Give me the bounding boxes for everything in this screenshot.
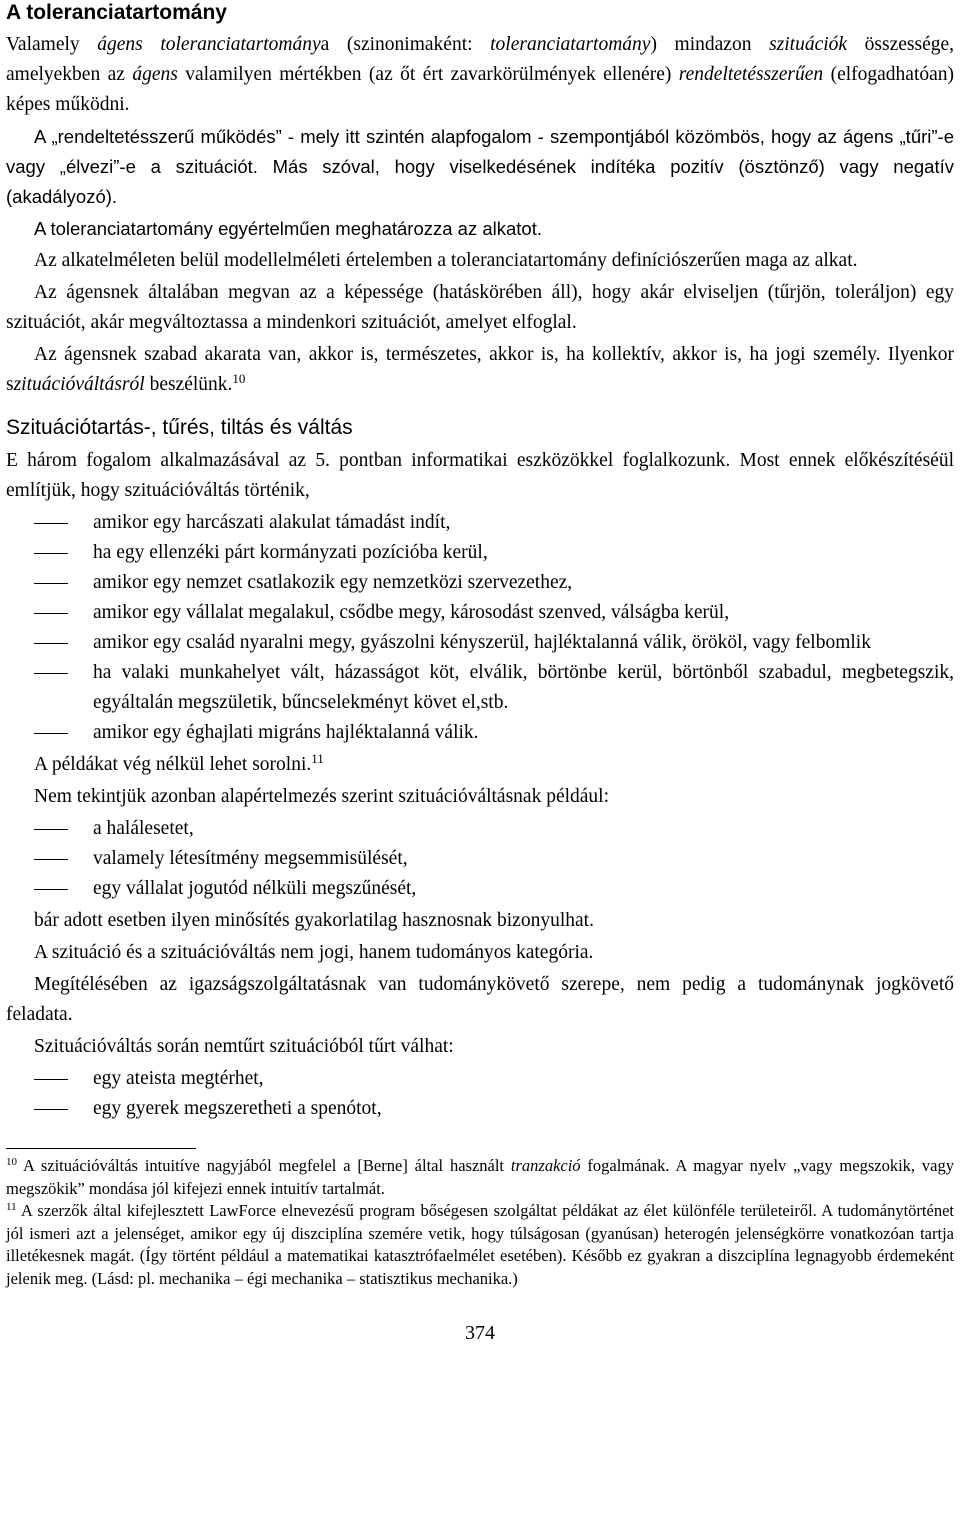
- text-run: beszélünk.: [144, 374, 233, 395]
- list-item: valamely létesítmény megsemmisülését,: [34, 844, 954, 874]
- list-item: egy ateista megtérhet,: [34, 1064, 954, 1094]
- paragraph-capability: Az ágensnek általában megvan az a képessége (hatáskörében áll), hogy akár elviseljen (tűrjön, toleráljon) egy szituációt, akár megváltoztassa a mindenkori szituációt, amelyet elfoglal.: [6, 282, 954, 333]
- list-item: ha valaki munkahelyet vált, házasságot köt, elválik, börtönbe kerül, börtönből szabadul, megbetegszik, egyáltalán megszületik, bűncselekményt követ el,stb.: [34, 658, 954, 718]
- text-run: A szerzők által kifejlesztett LawForce elnevezésű program bőségesen szolgáltat példákat az élet különféle területeiről. A tudománytörténet jól ismeri azt a jelenséget, amikor egy új diszciplína szemére vetik, hogy túlságosan (gyanúsan) heterogén jelenségkörre vonatkozóan tartja illetékesnek magát. (Így történt például a matematikai katasztrófaelmélet esetében). Később ez gyakran a diszciplína legnagyobb érdemeként jelenik meg. (Lásd: pl. mechanika – égi mechanika – statisztikus mechanika.): [6, 1201, 954, 1288]
- text-run: ) mindazon: [650, 34, 770, 55]
- paragraph-although: bár adott esetben ilyen minősítés gyakorlatilag hasznosnak bizonyulhat.: [34, 910, 594, 931]
- list-item: amikor egy vállalat megalakul, csődbe megy, károsodást szenved, válságba kerül,: [34, 598, 954, 628]
- text-run: A szituációváltás intuitíve nagyjából megfelel a [Berne] által használt: [17, 1156, 511, 1175]
- list-item: ha egy ellenzéki párt kormányzati pozícióba kerül,: [34, 538, 954, 568]
- text-run: ágens: [132, 64, 178, 85]
- list-item: amikor egy nemzet csatlakozik egy nemzetközi szervezethez,: [34, 568, 954, 598]
- footnote-ref: 11: [311, 751, 324, 766]
- text-run: Valamely: [6, 34, 98, 55]
- section-heading: A toleranciatartomány: [6, 1, 227, 24]
- paragraph-justice: Megítélésében az igazságszolgáltatásnak van tudománykövető szerepe, nem pedig a tudománynak jogkövető feladata.: [6, 974, 954, 1025]
- list-item: egy vállalat jogutód nélküli megszűnését,: [34, 874, 954, 904]
- paragraph-alkat: A toleranciatartomány egyértelműen meghatározza az alkatot.: [34, 218, 543, 239]
- footnote-10: [6, 1155, 954, 1200]
- list-item: egy gyerek megszeretheti a spenótot,: [34, 1094, 954, 1124]
- text-run: ágens toleranciatartomány: [97, 34, 321, 55]
- text-run: A példákat vég nélkül lehet sorolni.: [34, 754, 312, 775]
- non-examples-list: [6, 814, 954, 904]
- paragraph-free-will: [6, 340, 954, 400]
- paragraph-not-change: Nem tekintjük azonban alapértelmezés szerint szituációváltásnak például:: [34, 786, 610, 807]
- paragraph-definition: [6, 30, 954, 120]
- list-item: amikor egy család nyaralni megy, gyászolni kényszerül, hajléktalanná válik, örököl, vagy felbomlik: [34, 628, 954, 658]
- footnote-ref: 11: [6, 1201, 17, 1213]
- list-item: a halálesetet,: [34, 814, 954, 844]
- text-run: (elfogadhatóan) képes működni.: [6, 64, 955, 115]
- footnote-ref: 10: [232, 371, 246, 386]
- subsection-heading: Szituációtartás-, tűrés, tiltás és váltás: [6, 416, 353, 439]
- list-item: amikor egy harcászati alakulat támadást indít,: [34, 508, 954, 538]
- text-run: Az ágensnek szabad akarata van, akkor is, természetes, akkor is, ha kollektív, akkor is, ha jogi személy. Ilyenkor s: [6, 344, 954, 395]
- paragraph-function: [6, 122, 954, 212]
- footnote-divider: [6, 1148, 196, 1149]
- text-run: rendeltetésszerűen: [678, 64, 824, 85]
- text-run: szituációk: [769, 34, 848, 55]
- paragraph-tolerated: Szituációváltás során nemtűrt szituációból tűrt válhat:: [34, 1036, 454, 1057]
- text-run: fogalmának. A magyar nyelv „vagy megszokik, vagy megszökik” mondása jól kifejezi ennek intuitív tartalmát.: [6, 1156, 954, 1198]
- paragraph-category: A szituáció és a szituációváltás nem jogi, hanem tudományos kategória.: [34, 942, 594, 963]
- text-run: a (szinonimaként:: [320, 34, 491, 55]
- text-run: toleranciatartomány: [490, 34, 651, 55]
- page-number: 374: [465, 1322, 495, 1344]
- list-item: amikor egy éghajlati migráns hajléktalanná válik.: [34, 718, 954, 748]
- text-run: valamilyen mértékben (az őt ért zavarkörülmények ellenére): [177, 64, 679, 85]
- footnote-ref: 10: [6, 1156, 17, 1168]
- paragraph-intro: E három fogalom alkalmazásával az 5. pontban informatikai eszközökkel foglalkozunk. Most ennek előkészítéséül említjük, hogy szituációváltás történik,: [6, 450, 954, 501]
- paragraph-examples-end: [6, 750, 954, 780]
- examples-list: [6, 508, 954, 748]
- tolerated-list: [6, 1064, 954, 1124]
- text-run: tranzakció: [510, 1156, 581, 1175]
- text-run: zituációváltásról: [13, 374, 145, 395]
- text-run: összessége, amelyekben az: [6, 34, 955, 85]
- footnote-11: [6, 1200, 954, 1290]
- paragraph-modell: Az alkatelméleten belül modellelméleti értelemben a toleranciatartomány definíciószerűen maga az alkat.: [34, 250, 858, 271]
- text-run: A „rendeltetésszerű működés” - mely itt szintén alapfogalom - szempontjából közömbös, hogy az ágens „tűri”-e vagy „élvezi”-e a szituációt. Más szóval, hogy viselkedésének indítéka pozitív (ösztönző) vagy negatív (akadályozó).: [6, 126, 954, 207]
